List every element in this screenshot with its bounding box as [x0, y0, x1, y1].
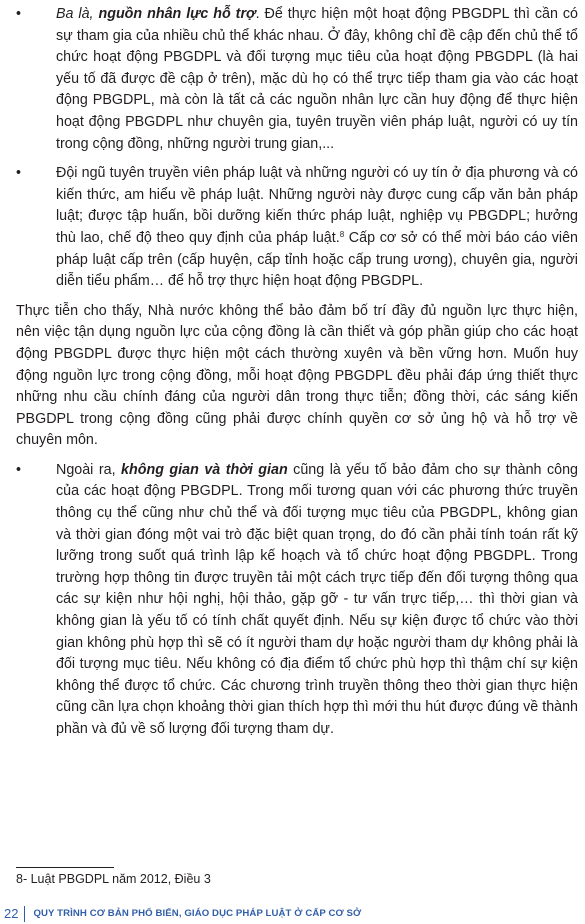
- page-footer: [0, 903, 361, 924]
- bullet-marker: •: [16, 165, 22, 182]
- footnote: 8- Luật PBGDPL năm 2012, Điều 3: [16, 872, 211, 886]
- item-text: Đội ngũ tuyên truyền viên pháp luật và những người có uy tín ở địa phương và có kiến thức, am hiểu về pháp luật. Những người này được cung cấp văn bản pháp luật; được tập huấn, bồi dưỡng kiến thức pháp luật, nghiệp vụ PBGDPL; hưởng thù lao, chế độ theo quy định của pháp luật.: [56, 165, 578, 246]
- bullet-marker: •: [16, 461, 22, 478]
- footnote-reference: 8: [339, 229, 345, 239]
- bullet-item-legal-propagandists: [16, 163, 578, 293]
- item-text-continued: Cấp cơ sở có thể mời báo cáo viên pháp luật cấp trên (cấp huyện, cấp tỉnh hoặc cấp trung ương), chuyên gia, người diễn tiểu phẩm… để hỗ trợ thực hiện hoạt động PBGDPL.: [56, 229, 578, 290]
- body-paragraph: Thực tiễn cho thấy, Nhà nước không thể bảo đảm bố trí đầy đủ nguồn lực thực hiện, nên việc tận dụng nguồn lực của cộng đồng là cần thiết và góp phần giúp cho các hoạt động PBGDPL được thực hiện một cách thường xuyên và bền vững hơn. Muốn huy động nguồn lực trong cộng đồng, mỗi hoạt động PBGDPL đều phải đáp ứng thiết thực những nhu cầu chính đáng của người dân trong thực tiễn; đồng thời, các sáng kiến PBGDPL trong cộng đồng cũng phải được chính quyền cơ sở ủng hộ và hỗ trợ về chuyên môn.: [16, 302, 578, 449]
- footer-divider: [24, 906, 25, 922]
- item-emphasis: không gian và thời gian: [121, 461, 288, 478]
- item-text: cũng là yếu tố bảo đảm cho sự thành công của các hoạt động PBGDPL. Trong mối tương quan với các phương thức truyền thông cụ thể cũng như chủ thể và đối tượng mục tiêu của PBGDPL, không gian và thời gian đóng một vai trò đặc biệt quan trọng, do đó cần phải tính toán rất kỹ lưỡng trong suốt quá trình lập kế hoạch và tổ chức hoạt động PBGDPL. Trong trường hợp thông tin được truyền tải một cách trực tiếp đến đối tượng thông qua các sự kiện như hội nghị, hội thảo, gặp gỡ - tư vấn trực tiếp,… thì thời gian và không gian là yếu tố có tính chất quyết định. Nếu sự kiện được tổ chức vào thời gian không phù hợp thì sẽ có ít người tham dự hoặc người tham dự không phải là đối tượng mục tiêu. Nếu không có địa điểm tổ chức phù hợp thì thậm chí sự kiện không thể được tổ chức. Các chương trình truyền thông theo thời gian thực hiện cũng cần lựa chọn khoảng thời gian thích hợp thì mới thu hút được đúng về thành phần và đủ về số lượng đối tượng tham dự.: [56, 461, 579, 737]
- item-text: . Để thực hiện một hoạt động PBGDPL thì cần có sự tham gia của nhiều chủ thể khác nhau. Ở đây, không chỉ đề cập đến chủ thể tổ chức hoạt động PBGDPL và đối tượng mục tiêu của hoạt động PBGDPL (là hai yếu tố đã được đề cập ở trên), mặc dù họ có thể trực tiếp tham gia vào các hoạt động PBGDPL, mà còn là tất cả các nguồn nhân lực cần huy động để thực hiện hoạt động PBGDPL như chuyên gia, tuyên truyền viên pháp luật, người có uy tín trong cộng đồng, những người trung gian,...: [56, 6, 578, 152]
- footnote-divider: [16, 867, 114, 868]
- page-number: 22: [4, 906, 19, 921]
- item-lead: Ngoài ra,: [56, 461, 122, 478]
- bullet-item-support-resources: [16, 4, 578, 155]
- bullet-marker: •: [16, 6, 22, 22]
- item-lead: Ba là,: [56, 6, 99, 22]
- bullet-item-space-and-time: [16, 460, 578, 741]
- running-title: QUY TRÌNH CƠ BẢN PHỔ BIẾN, GIÁO DỤC PHÁP LUẬT Ở CẤP CƠ SỞ: [33, 908, 362, 919]
- page-body: [16, 4, 578, 749]
- item-emphasis: nguồn nhân lực hỗ trợ: [98, 6, 256, 22]
